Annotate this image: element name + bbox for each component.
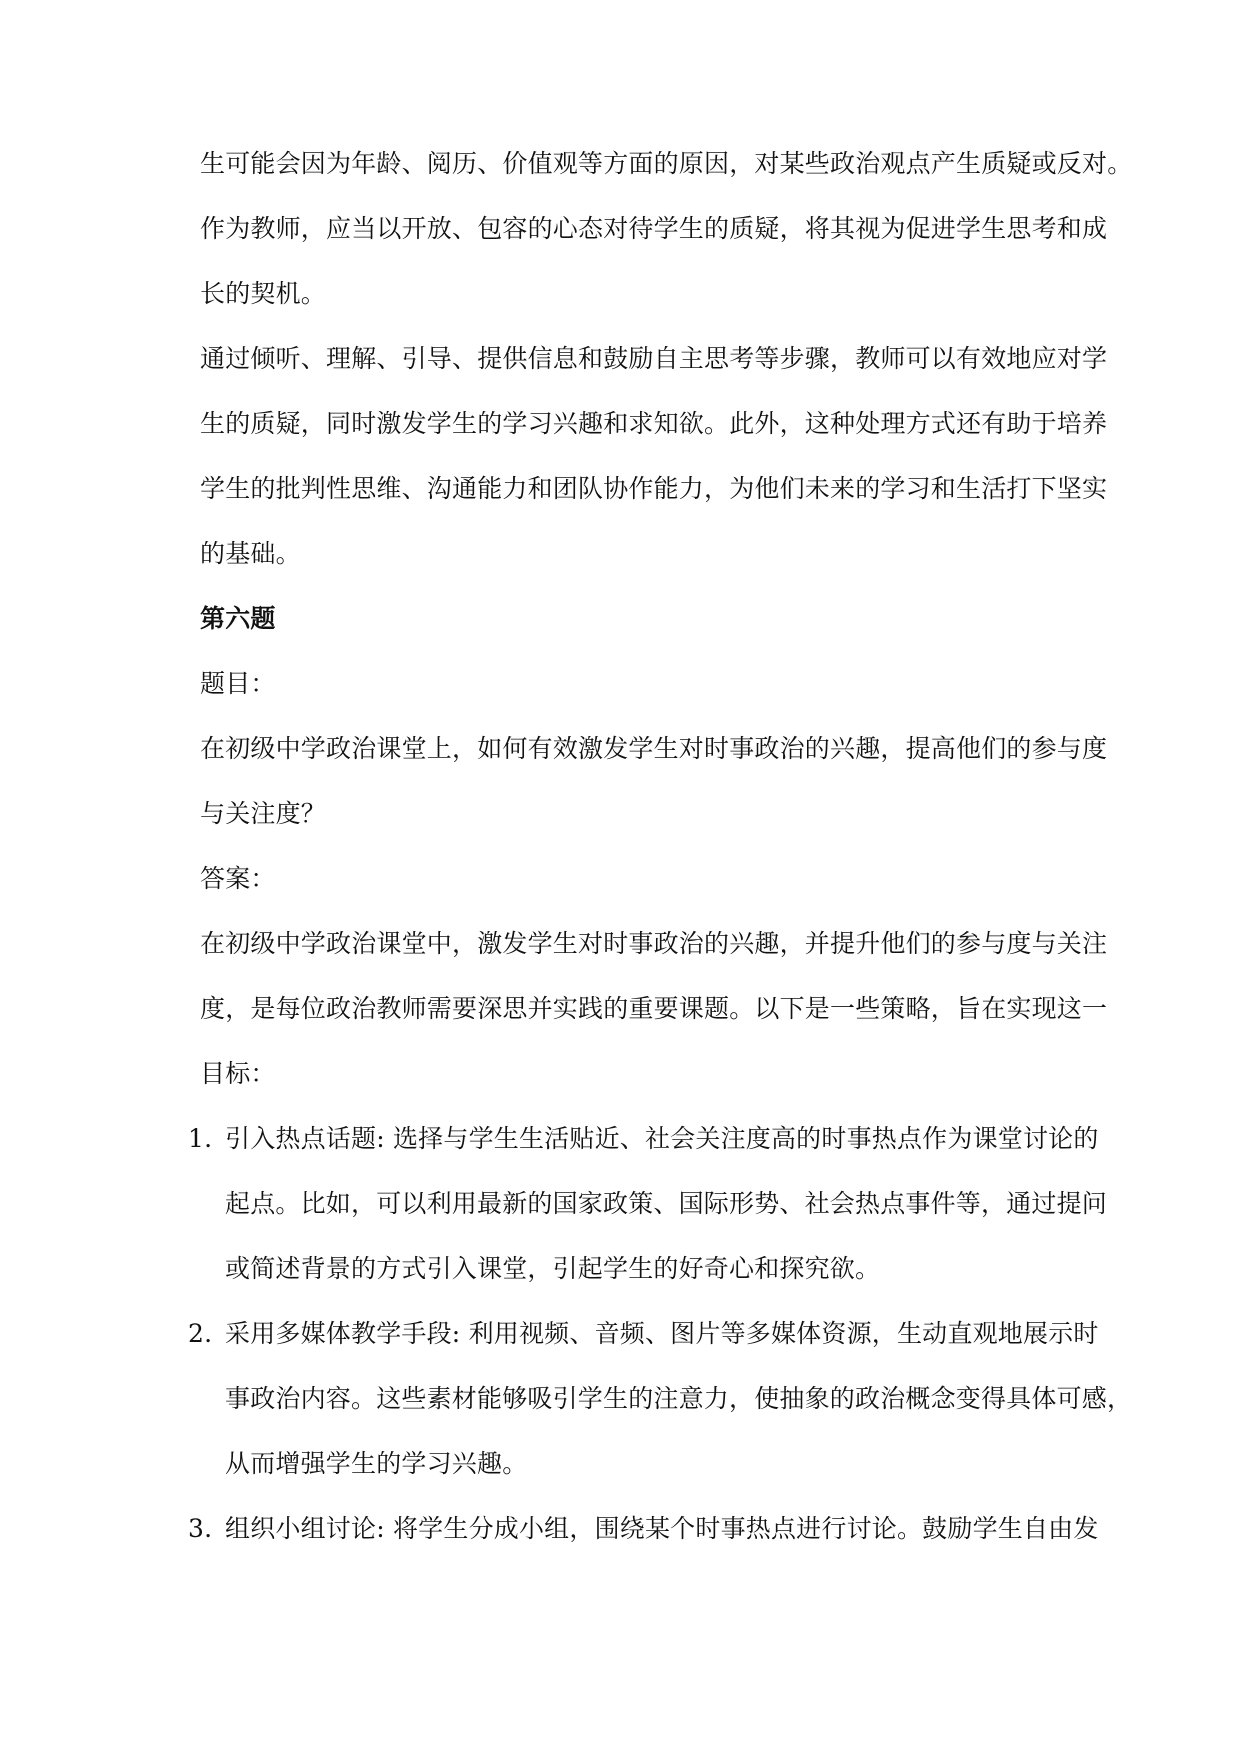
paragraph-2 — [200, 335, 1120, 595]
strategy-list — [188, 1115, 1133, 1570]
list-line: 或简述背景的方式引入课堂，引起学生的好奇心和探究欲。 — [225, 1254, 881, 1283]
list-line: 事政治内容。这些素材能够吸引学生的注意力，使抽象的政治概念变得具体可感， — [225, 1384, 1133, 1413]
text-line: 在初级中学政治课堂中，激发学生对时事政治的兴趣，并提升他们的参与度与关注 — [200, 929, 1108, 958]
text-line: 目标： — [200, 1059, 276, 1088]
text-line: 在初级中学政治课堂上，如何有效激发学生对时事政治的兴趣，提高他们的参与度 — [200, 734, 1108, 763]
list-number: 1. — [188, 1124, 213, 1153]
list-item-1 — [188, 1115, 1120, 1310]
page-content — [188, 140, 1133, 1570]
answer-label: 答案： — [200, 864, 276, 893]
text-line: 学生的批判性思维、沟通能力和团队协作能力，为他们未来的学习和生活打下坚实 — [200, 474, 1108, 503]
list-item-3 — [188, 1505, 1120, 1570]
list-number: 3. — [188, 1514, 213, 1543]
list-text: 引入热点话题: 选择与学生生活贴近、社会关注度高的时事热点作为课堂讨论的 — [225, 1124, 1099, 1153]
list-text: 采用多媒体教学手段: 利用视频、音频、图片等多媒体资源，生动直观地展示时 — [225, 1319, 1099, 1348]
list-line — [188, 1115, 1120, 1180]
text-line: 的基础。 — [200, 539, 301, 568]
answer-intro — [200, 920, 1120, 1115]
section-heading: 第六题 — [200, 604, 276, 633]
question-label: 题目： — [200, 669, 276, 698]
text-line: 度，是每位政治教师需要深思并实践的重要课题。以下是一些策略，旨在实现这一 — [200, 994, 1108, 1023]
list-line — [188, 1310, 1120, 1375]
list-line: 起点。比如，可以利用最新的国家政策、国际形势、社会热点事件等，通过提问 — [225, 1189, 1108, 1218]
paragraph-1 — [200, 140, 1133, 335]
list-item-2 — [188, 1310, 1133, 1505]
text-line: 长的契机。 — [200, 279, 327, 308]
question-text — [200, 725, 1120, 855]
text-line: 生可能会因为年龄、阅历、价值观等方面的原因，对某些政治观点产生质疑或反对。 — [200, 149, 1133, 178]
text-line: 生的质疑，同时激发学生的学习兴趣和求知欲。此外，这种处理方式还有助于培养 — [200, 409, 1108, 438]
text-line: 与关注度？ — [200, 799, 327, 828]
list-number: 2. — [188, 1319, 213, 1348]
list-text: 组织小组讨论: 将学生分成小组，围绕某个时事热点进行讨论。鼓励学生自由发 — [225, 1514, 1099, 1543]
list-line — [188, 1505, 1120, 1570]
list-line: 从而增强学生的学习兴趣。 — [225, 1449, 528, 1478]
text-line: 作为教师，应当以开放、包容的心态对待学生的质疑，将其视为促进学生思考和成 — [200, 214, 1108, 243]
text-line: 通过倾听、理解、引导、提供信息和鼓励自主思考等步骤，教师可以有效地应对学 — [200, 344, 1108, 373]
